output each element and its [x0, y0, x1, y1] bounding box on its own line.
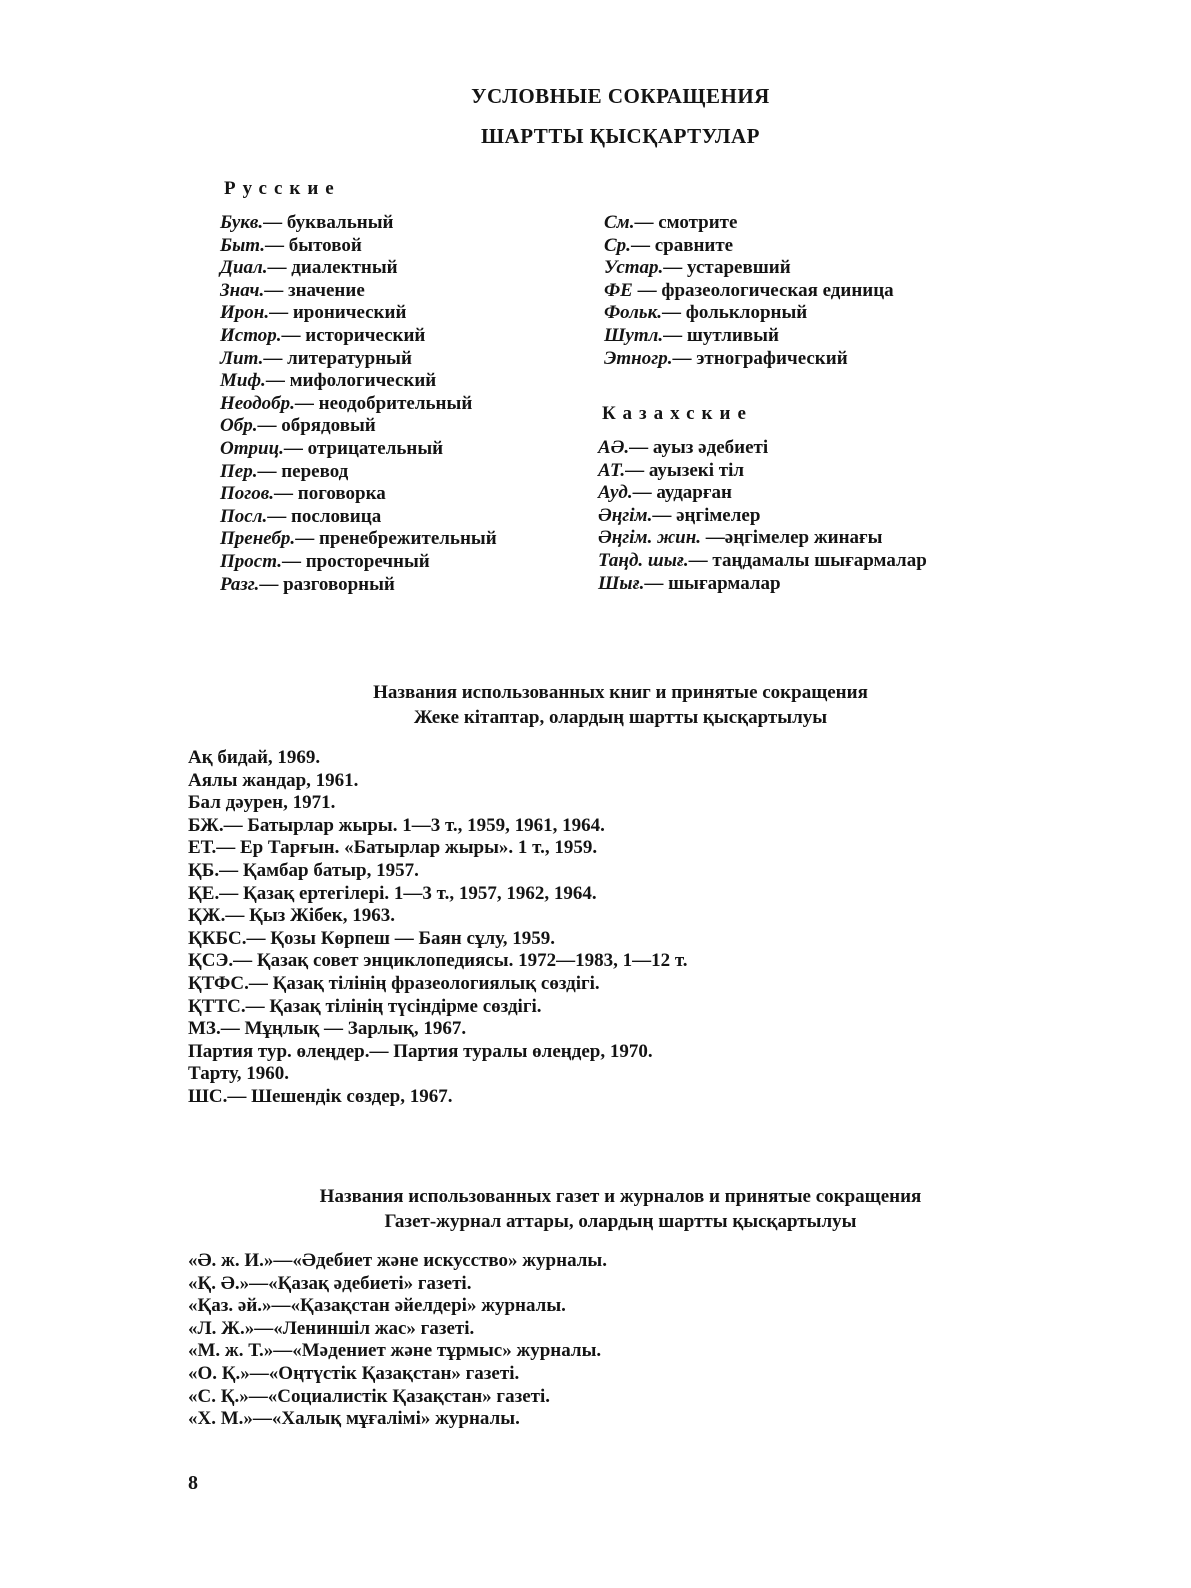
periodical-item: «Қаз. әй.»—«Қазақстан әйелдері» журналы. [188, 1295, 566, 1317]
abbrev-entry: Обр.— обрядовый [220, 415, 376, 437]
abbrev-entry: Ауд.— аударған [598, 482, 732, 504]
abbrev-entry: Ср.— сравните [604, 234, 734, 256]
periodicals-list [188, 1250, 607, 1431]
book-item: ЕТ.— Ер Тарғын. «Батырлар жыры». 1 т., 1959. [188, 837, 598, 859]
book-item: МЗ.— Мұңлық — Зарлық, 1967. [188, 1018, 467, 1040]
abbrev-entry: Знач.— значение [220, 279, 365, 301]
abbrev-entry: Разг.— разговорный [220, 573, 395, 595]
periodicals-heading [0, 1184, 1191, 1234]
abbrev-entry: Лит.— литературный [220, 347, 412, 369]
page-number: 8 [188, 1472, 198, 1494]
abbrev-entry: Шығ.— шығармалар [598, 572, 781, 594]
russian-subheading: Русские [224, 178, 341, 199]
russian-abbrev-list-left [220, 212, 497, 596]
abbrev-entry: Букв.— буквальный [220, 212, 394, 233]
book-item: ҚБ.— Қамбар батыр, 1957. [188, 859, 419, 881]
abbrev-entry: АӘ.— ауыз әдебиеті [598, 437, 769, 458]
periodicals-heading-kz: Газет-журнал аттары, олардың шартты қысқартылуы [384, 1211, 857, 1232]
title-russian: УСЛОВНЫЕ СОКРАЩЕНИЯ [471, 84, 770, 108]
book-item: Бал дәурен, 1971. [188, 792, 336, 814]
abbrev-entry: Этногр.— этнографический [604, 347, 848, 369]
books-heading-ru: Названия использованных книг и принятые сокращения [373, 682, 868, 703]
abbrev-entry: АТ.— ауызекі тіл [598, 459, 745, 481]
abbrev-entry: Отриц.— отрицательный [220, 437, 444, 459]
abbrev-entry: Посл.— пословица [220, 505, 382, 527]
books-heading-kz: Жеке кітаптар, олардың шартты қысқартылуы [413, 707, 828, 728]
book-item: ҚКБС.— Қозы Көрпеш — Баян сұлу, 1959. [188, 927, 555, 949]
abbrev-entry: Таңд. шығ.— таңдамалы шығармалар [598, 549, 927, 571]
abbrev-entry: Шутл.— шутливый [604, 324, 779, 346]
book-item: ҚТФС.— Қазақ тілінің фразеологиялық сөздігі. [188, 972, 600, 994]
abbrev-entry: ФЕ — фразеологическая единица [604, 279, 894, 301]
abbrev-entry: Погов.— поговорка [220, 483, 386, 505]
periodical-item: «Қ. Ә.»—«Қазақ әдебиеті» газеті. [188, 1272, 472, 1294]
book-item: Ақ бидай, 1969. [188, 747, 321, 768]
book-item: ҚСЭ.— Қазақ совет энциклопедиясы. 1972—1983, 1—12 т. [188, 950, 688, 972]
abbrev-entry: Миф.— мифологический [220, 370, 437, 392]
abbrev-entry: Пер.— перевод [220, 460, 349, 482]
russian-abbrev-list-right [604, 212, 894, 370]
books-heading [0, 680, 1191, 730]
abbrev-entry: Диал.— диалектный [220, 257, 398, 279]
periodical-item: «М. ж. Т.»—«Мәдениет және тұрмыс» журналы. [188, 1340, 602, 1362]
abbrev-entry: Пренебр.— пренебрежительный [220, 528, 497, 550]
books-list [188, 747, 688, 1109]
abbrev-entry: Әңгім.— әңгімелер [598, 504, 761, 526]
periodical-item: «Л. Ж.»—«Лениншіл жас» газеті. [188, 1317, 475, 1339]
abbrev-entry: См.— смотрите [604, 212, 738, 233]
abbrev-entry: Истор.— исторический [220, 324, 426, 346]
periodicals-heading-ru: Названия использованных газет и журналов и принятые сокращения [319, 1186, 922, 1207]
periodical-item: «О. Қ.»—«Оңтүстік Қазақстан» газеті. [188, 1362, 520, 1384]
periodical-item: «Ә. ж. И.»—«Әдебиет және искусство» журналы. [188, 1250, 607, 1271]
periodical-item: «Х. М.»—«Халық мұғалімі» журналы. [188, 1408, 520, 1430]
abbrev-entry: Ирон.— иронический [220, 302, 407, 324]
abbrev-entry: Неодобр.— неодобрительный [220, 392, 473, 414]
kazakh-abbrev-list [598, 437, 927, 595]
abbrev-entry: Прост.— просторечный [220, 550, 430, 572]
kazakh-subheading: Казахские [602, 403, 753, 424]
periodical-item: «С. Қ.»—«Социалистік Қазақстан» газеті. [188, 1385, 550, 1407]
abbrev-entry: Устар.— устаревший [604, 257, 791, 279]
book-item: ҚЖ.— Қыз Жібек, 1963. [188, 905, 396, 927]
book-item: ШС.— Шешендік сөздер, 1967. [188, 1085, 453, 1107]
book-item: Партия тур. өлеңдер.— Партия туралы өлеңдер, 1970. [188, 1040, 653, 1062]
abbrev-entry: Әңгім. жин. —әңгімелер жинағы [598, 527, 883, 549]
book-item: БЖ.— Батырлар жыры. 1—3 т., 1959, 1961, 1964. [188, 814, 605, 836]
book-item: Аялы жандар, 1961. [188, 769, 359, 791]
book-item: ҚТТС.— Қазақ тілінің түсіндірме сөздігі. [188, 995, 542, 1017]
title-kazakh: ШАРТТЫ ҚЫСҚАРТУЛАР [481, 124, 760, 148]
book-item: Тарту, 1960. [188, 1063, 289, 1085]
abbrev-entry: Фольк.— фольклорный [604, 302, 808, 324]
abbrev-entry: Быт.— бытовой [220, 234, 362, 256]
book-item: ҚЕ.— Қазақ ертегілері. 1—3 т., 1957, 1962, 1964. [188, 882, 597, 904]
